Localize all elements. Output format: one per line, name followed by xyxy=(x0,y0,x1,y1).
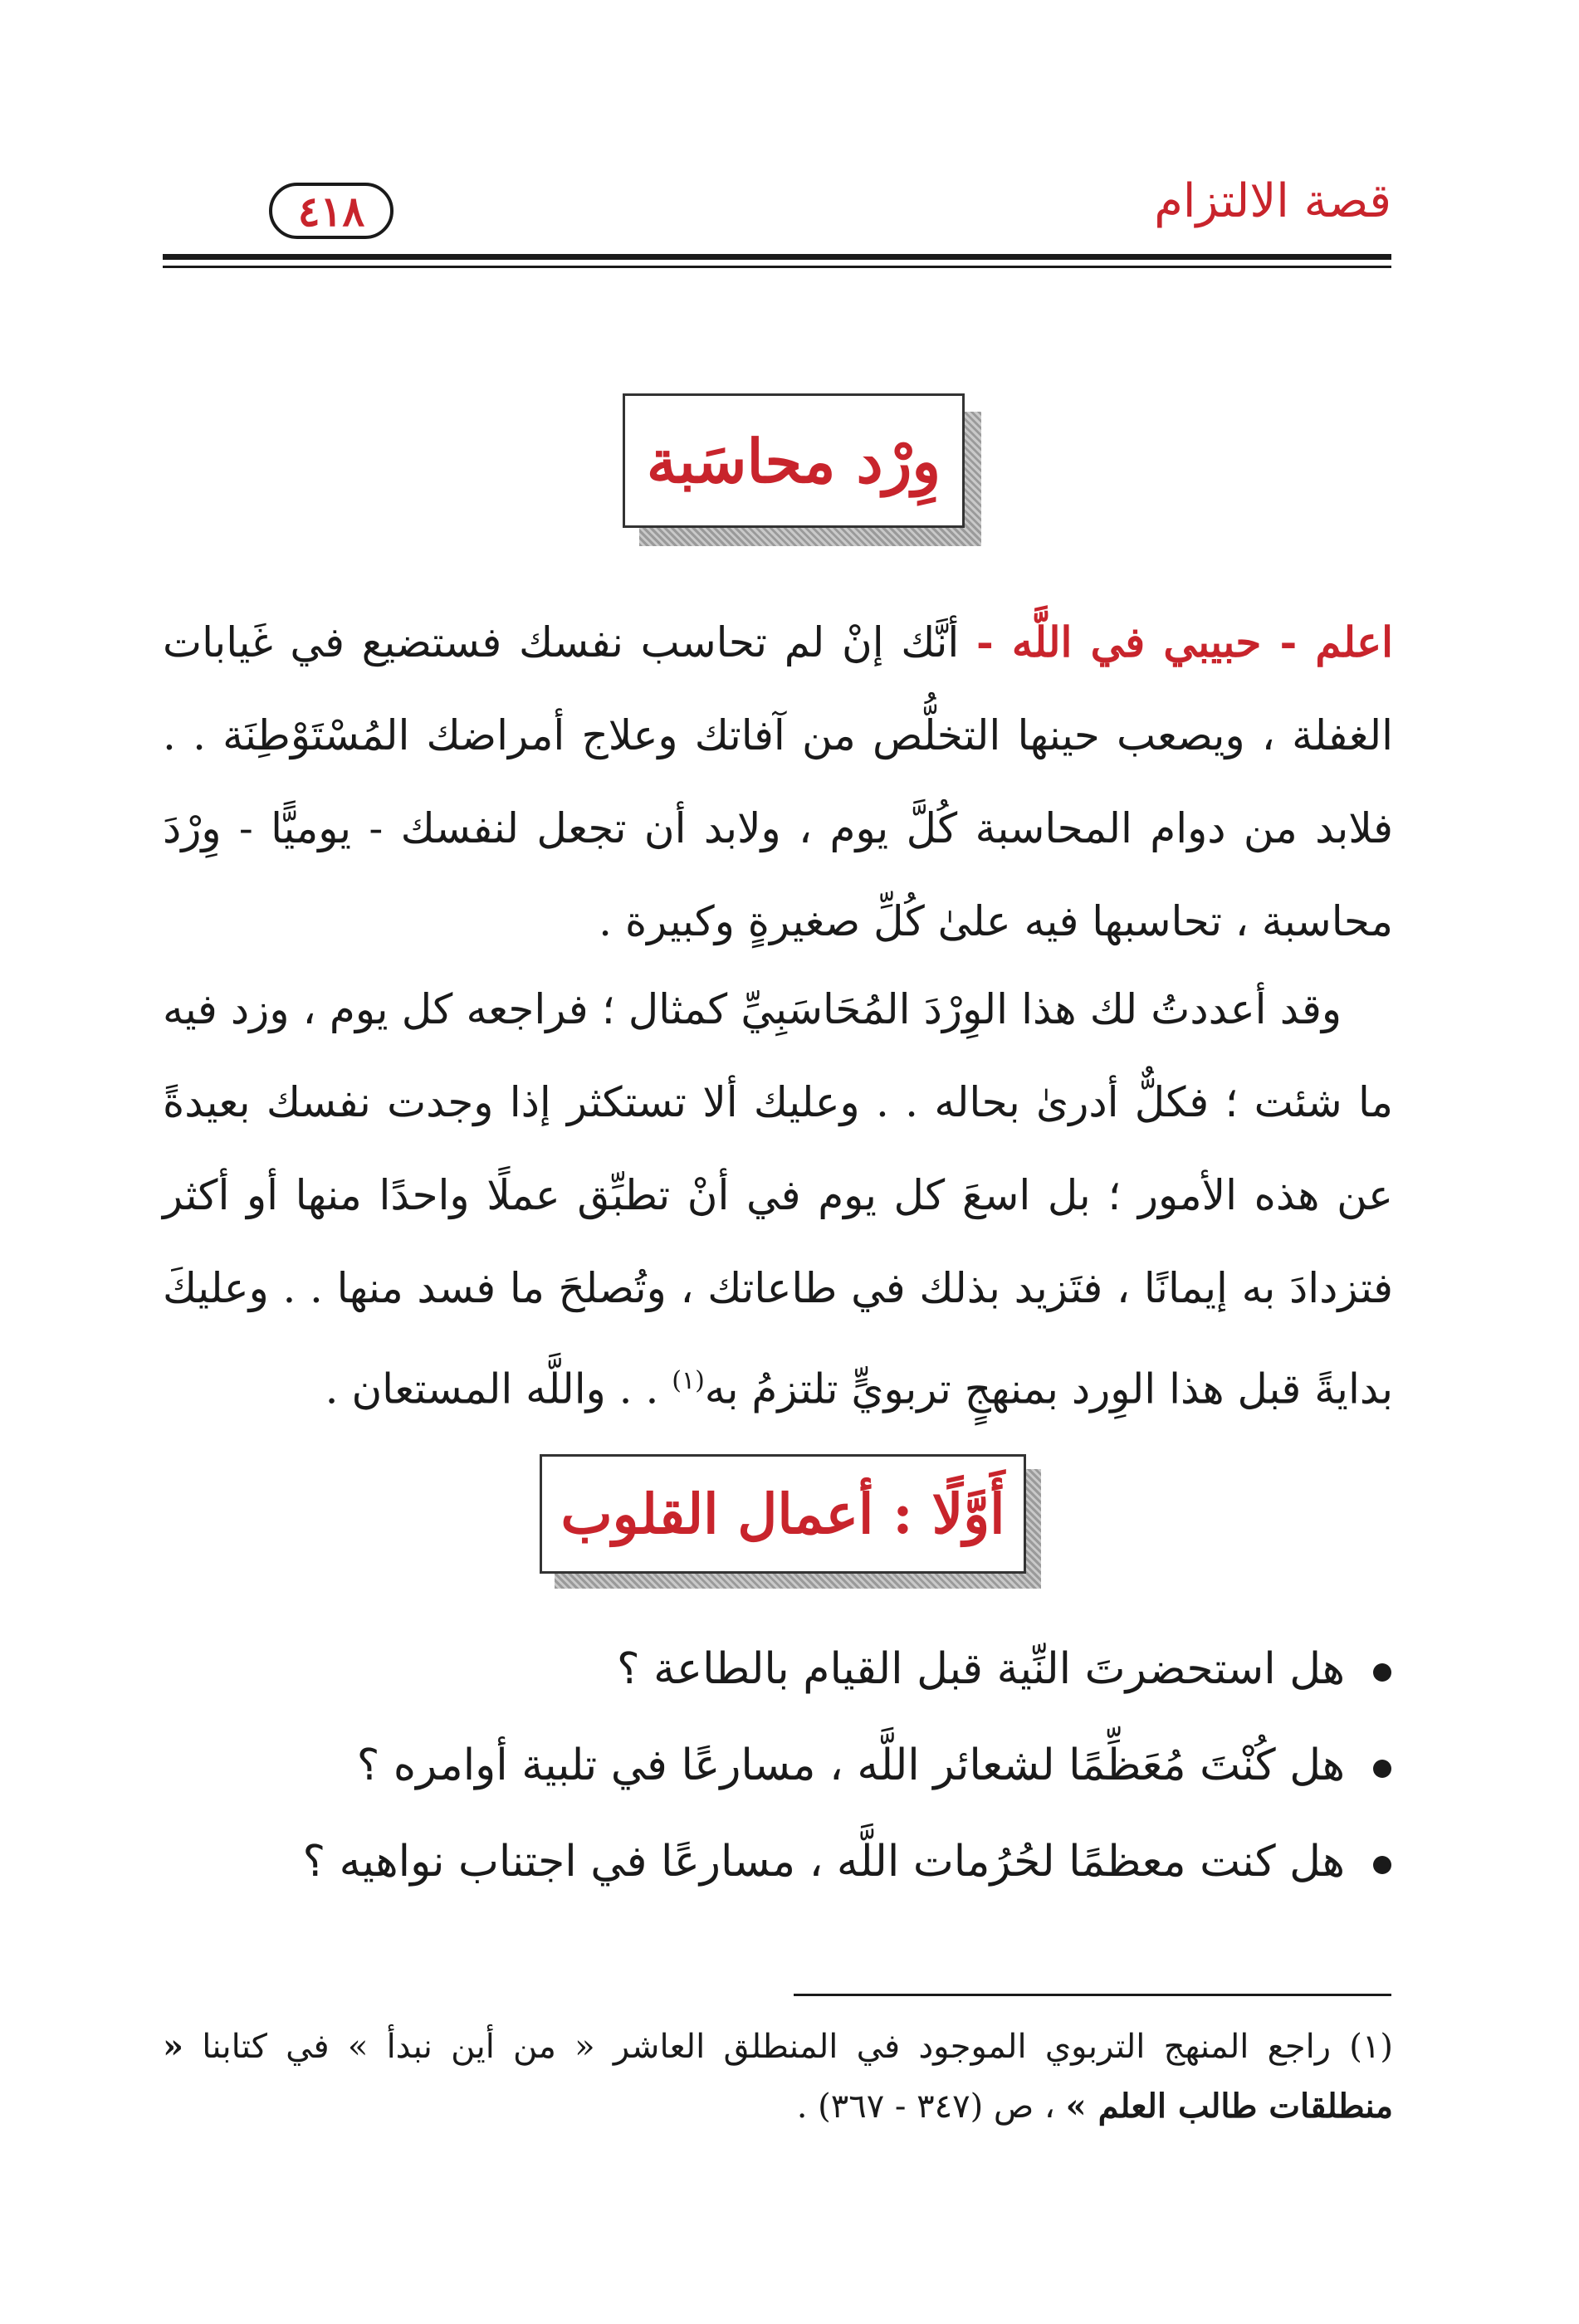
section-heading-wird: وِرْد محاسَبة xyxy=(623,393,965,528)
list-item-text: هل استحضرتَ النِّية قبل القيام بالطاعة ؟ xyxy=(617,1644,1345,1694)
footnote-marker[interactable]: (١) xyxy=(672,1366,705,1395)
page-header xyxy=(163,163,1391,254)
header-rule-thick xyxy=(163,254,1391,260)
checklist xyxy=(229,1623,1391,1912)
footnote xyxy=(163,2017,1393,2136)
paragraph-text: أنَّك إنْ لم تحاسب نفسك فستضيع في غَيابات الغفلة ، ويصعب حينها التخلُّص من آفاتك وعلاج أمراضك المُسْتَوْطِنَة . . فلابد من دوام المحاسبة كُلَّ يوم ، ولابد أن تجعل لنفسك - يوميًّا - وِرْدَ محاسبة ، تحاسبها فيه علىٰ كُلِّ صغيرةٍ وكبيرة . xyxy=(163,618,1393,945)
paragraph-lead: اعلم - حبيبي في اللَّه - xyxy=(975,618,1393,666)
header-rule-thin xyxy=(163,266,1391,268)
section-heading-heart-deeds: أَوَّلًا : أعمال القلوب xyxy=(540,1454,1026,1574)
footnote-pages: ، ص (٣٤٧ - ٣٦٧) . xyxy=(796,2087,1066,2126)
footnote-rule xyxy=(794,1994,1391,1996)
running-title: قصة الالتزام xyxy=(1154,174,1391,228)
list-item xyxy=(229,1623,1391,1720)
paragraph-text: وقد أعددتُ لك هذا الوِرْدَ المُحَاسَبِيِّ كمثال ؛ فراجعه كل يوم ، وزد فيه ما شئت ؛ فكلٌّ أدرىٰ بحاله . . وعليك ألا تستكثر إذا وجدت نفسك بعيدةً عن هذه الأمور ؛ بل اسعَ كل يوم في أنْ تطبِّق عملًا واحدًا منها أو أكثر فتزدادَ به إيمانًا ، فتَزيد بذلك في طاعاتك ، وتُصلحَ ما فسد منها . . وعليكَ بدايةً قبل هذا الوِرد بمنهجٍ تربويٍّ تلتزمُ به xyxy=(163,985,1393,1413)
list-item-text: هل كُنْتَ مُعَظِّمًا لشعائر اللَّه ، مسارعًا في تلبية أوامره ؟ xyxy=(356,1741,1345,1790)
bullet-icon xyxy=(1373,1856,1391,1874)
list-item xyxy=(229,1720,1391,1816)
bullet-icon xyxy=(1373,1663,1391,1682)
list-item xyxy=(229,1816,1391,1912)
footnote-text: (١) راجع المنهج التربوي الموجود في المنطلق العاشر « من أين نبدأ » في كتابنا xyxy=(183,2028,1393,2066)
footnote-book-title: « منطلقات طالب العلم » xyxy=(163,2027,1393,2126)
paragraph-text-end: . . واللَّه المستعان . xyxy=(325,1365,672,1413)
bullet-icon xyxy=(1373,1760,1391,1778)
paragraph-second xyxy=(163,963,1393,1436)
list-item-text: هل كنت معظمًا لحُرُمات اللَّه ، مسارعًا في اجتناب نواهيه ؟ xyxy=(302,1837,1345,1887)
page-number-badge: ٤١٨ xyxy=(269,183,394,239)
paragraph-intro xyxy=(163,596,1393,968)
